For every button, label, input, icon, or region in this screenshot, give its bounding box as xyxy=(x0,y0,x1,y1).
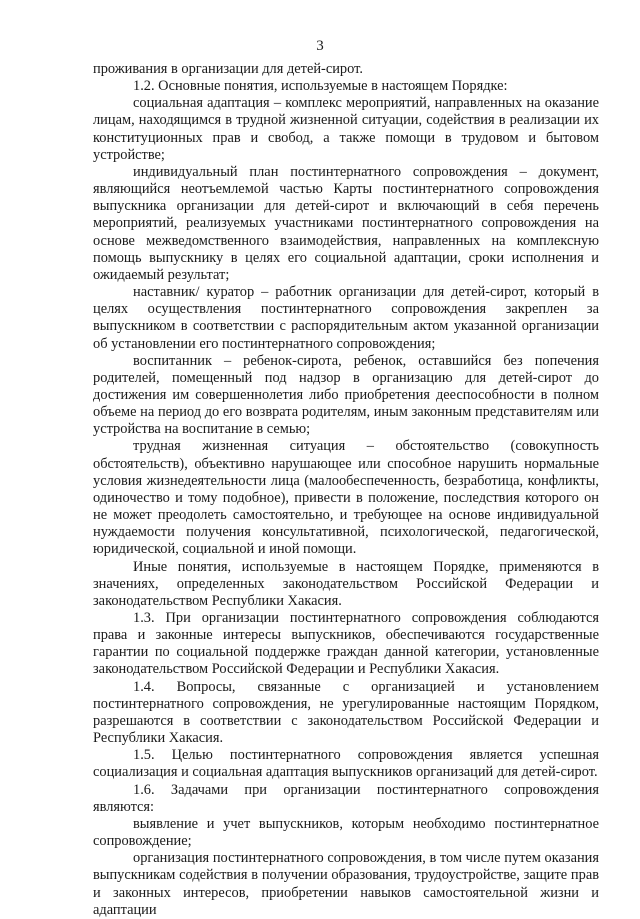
paragraph-section-1-3: 1.3. При организации постинтернатного сопровождения соблюдаются права и законные интересы выпускников, обеспечиваются государственные гарантии по социальной поддержке граждан данной категории, установленные законодательством Российской Федерации и Республики Хакасия. xyxy=(93,610,599,678)
paragraph-section-1-5: 1.5. Целью постинтернатного сопровождения является успешная социализация и социальная адаптация выпускников организаций для детей-сирот. xyxy=(93,747,599,781)
paragraph-definition-mentor: наставник/ куратор – работник организации для детей-сирот, который в целях осуществления постинтернатного сопровождения закреплен за выпускником в соответствии с распорядительным актом указанной организации об установлении его постинтернатного сопровождения; xyxy=(93,284,599,352)
paragraph-task-organization: организация постинтернатного сопровождения, в том числе путем оказания выпускникам содействия в получении образования, трудоустройстве, защите прав и законных интересов, приобретении навыков самостоятельной жизни и адаптации xyxy=(93,850,599,918)
paragraph-section-1-2: 1.2. Основные понятия, используемые в настоящем Порядке: xyxy=(133,78,508,95)
paragraph-definition-difficult-situation: трудная жизненная ситуация – обстоятельство (совокупность обстоятельств), объективно нарушающее или способное нарушить нормальные условия жизнедеятельности лица (малообеспеченность, безработица, конфликты, одиночество и тому подобное), привести в положение, последствия которого он не может преодолеть самостоятельно, и требующее на основе индивидуальной нуждаемости получения консультативной, психологической, педагогической, юридической, социальной и иной помощи. xyxy=(93,438,599,558)
paragraph-definition-pupil: воспитанник – ребенок-сирота, ребенок, оставшийся без попечения родителей, помещенный под надзор в организацию для детей-сирот до достижения им совершеннолетия либо приобретения дееспособности в полном объеме на период до его возврата родителям, иным законным представителям или устройства на воспитание в семью; xyxy=(93,352,599,438)
paragraph-task-identification: выявление и учет выпускников, которым необходимо постинтернатное сопровождение; xyxy=(93,815,599,850)
paragraph-definition-individual-plan: индивидуальный план постинтернатного сопровождения – документ, являющийся неотъемлемой частью Карты постинтернатного сопровождения выпускника организации для детей-сирот и включающий в себя перечень мероприятий, реализуемых участниками постинтернатного сопровождения на основе межведомственного взаимодействия, направленных на комплексную помощь выпускнику в целях его социальной адаптации, сроки исполнения и ожидаемый результат; xyxy=(93,163,599,283)
paragraph-continuation: проживания в организации для детей-сирот. xyxy=(93,61,363,77)
paragraph-definition-social-adaptation: социальная адаптация – комплекс мероприятий, направленных на оказание лицам, находящимся в трудной жизненной ситуации, содействия в реализации их конституционных прав и свобод, а также помощи в трудовом и бытовом устройстве; xyxy=(93,95,599,163)
document-body xyxy=(93,61,599,919)
paragraph-section-1-4: 1.4. Вопросы, связанные с организацией и установлением постинтернатного сопровождения, не урегулированные настоящим Порядком, разрешаются в соответствии с законодательством Российской Федерации и Республики Хакасия. xyxy=(93,678,599,747)
paragraph-section-1-6: 1.6. Задачами при организации постинтернатного сопровождения являются: xyxy=(93,781,599,815)
page-number: 3 xyxy=(316,38,324,54)
paragraph-other-concepts: Иные понятия, используемые в настоящем Порядке, применяются в значениях, определенных законодательством Российской Федерации и законодательством Республики Хакасия. xyxy=(93,558,599,609)
